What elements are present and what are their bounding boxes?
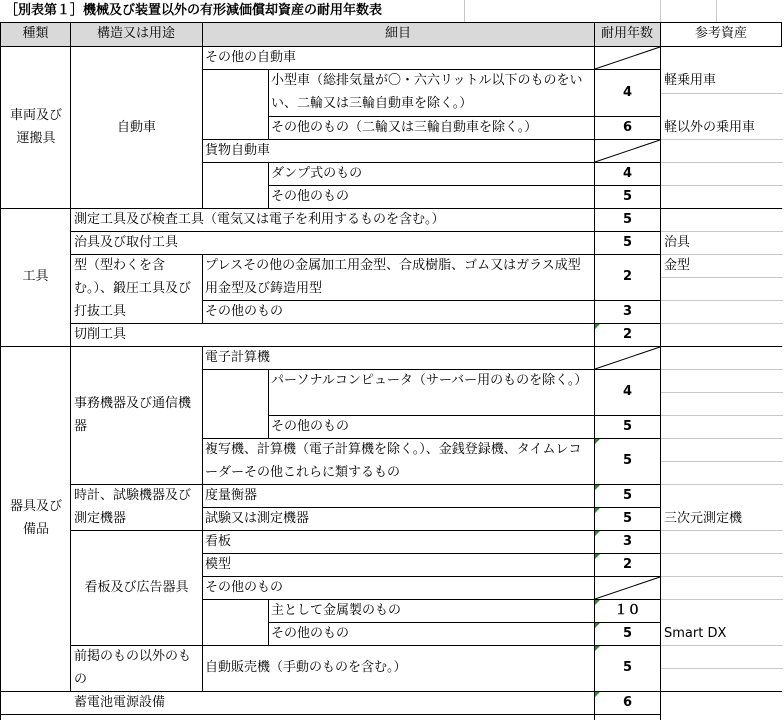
detail-press: プレスその他の金属加工用金型、合成樹脂、ゴム又はガラス成型用金型及び鋳造用型 — [205, 258, 581, 296]
kind-vehicles: 車両及び運搬具 — [9, 108, 62, 146]
years-pc: 4 — [622, 384, 633, 399]
ref-press: 金型 — [664, 258, 691, 273]
detail-test: 試験又は測定機器 — [205, 511, 310, 526]
detail-truck-other: その他のもの — [271, 189, 350, 204]
years-press: 2 — [622, 269, 633, 284]
detail-metal: 主として金属製のもの — [271, 603, 402, 618]
structure-mold: 型（型わくを含む。）、鍛圧工具及び打抜工具 — [74, 258, 192, 319]
years-model: 2 — [622, 557, 633, 572]
detail-small-car: 小型車（総排気量が〇・六六リットル以下のものをいい、二輪又は三輪自動車を除く。） — [271, 73, 583, 111]
detail-computer-other: その他のもの — [271, 419, 350, 434]
detail-signs-other: その他のもの — [205, 580, 284, 595]
detail-computer: 電子計算機 — [205, 350, 271, 365]
years-scale: 5 — [622, 488, 633, 503]
years-other-car: 6 — [622, 120, 633, 135]
detail-truck: 貨物自動車 — [205, 143, 271, 158]
structure-office: 事務機器及び通信機器 — [74, 396, 192, 434]
header-kind: 種類 — [22, 26, 49, 41]
structure-signs: 看板及び広告器具 — [84, 580, 189, 595]
detail-signs-other2: その他のもの — [271, 626, 350, 641]
years-copier: 5 — [622, 453, 633, 468]
header-years: 耐用年数 — [600, 26, 653, 41]
table-title: ［別表第１］機械及び装置以外の有形減価償却資産の耐用年数表 — [5, 3, 383, 18]
years-board: 3 — [622, 534, 633, 549]
years-cutting: 2 — [622, 327, 633, 342]
detail-battery: 蓄電池電源設備 — [74, 695, 166, 710]
years-measure: 5 — [622, 212, 633, 227]
years-signs-other2: 5 — [622, 626, 633, 641]
detail-model: 模型 — [205, 557, 232, 572]
structure-auto: 自動車 — [116, 120, 156, 135]
header-detail: 細目 — [384, 26, 411, 41]
structure-other-listed: 前掲のもの以外のもの — [74, 649, 192, 687]
detail-pc: パーソナルコンピュータ（サーバー用のものを除く。） — [271, 373, 588, 388]
header-ref: 参考資産 — [694, 26, 747, 41]
detail-cutting: 切削工具 — [74, 327, 127, 342]
cell-marker-icon — [595, 439, 600, 444]
cell-marker-icon — [595, 646, 600, 651]
years-vending: 5 — [622, 660, 633, 675]
detail-measure: 測定工具及び検査工具（電気又は電子を利用するものを含む。） — [74, 212, 445, 227]
header-structure: 構造又は用途 — [96, 26, 175, 41]
kind-tools: 工具 — [22, 269, 49, 284]
ref-test: 三次元測定機 — [664, 511, 743, 526]
ref-jig: 治具 — [664, 235, 691, 250]
detail-vending: 自動販売機（手動のものを含む。） — [205, 660, 407, 675]
detail-copier: 複写機、計算機（電子計算機を除く。）、金銭登録機、タイムレコーダーその他これらに類するもの — [205, 442, 582, 480]
ref-other-car: 軽以外の乗用車 — [664, 120, 756, 135]
years-test: 5 — [622, 511, 633, 526]
years-jig: 5 — [622, 235, 633, 250]
detail-other-car: その他のもの（二輪又は三輪自動車を除く。） — [271, 120, 538, 135]
structure-clock: 時計、試験機器及び測定機器 — [74, 488, 192, 526]
years-truck-other: 5 — [622, 189, 633, 204]
years-battery: 6 — [622, 695, 633, 710]
years-dump: 4 — [622, 166, 633, 181]
ref-small-car: 軽乗用車 — [664, 73, 717, 88]
detail-dump: ダンプ式のもの — [271, 166, 363, 181]
years-small-car: 4 — [622, 85, 633, 100]
detail-jig: 治具及び取付工具 — [74, 235, 179, 250]
years-computer-other: 5 — [622, 419, 633, 434]
years-metal: １０ — [614, 603, 641, 618]
ref-signs-other2: Smart DX — [664, 626, 727, 641]
detail-mold-other: その他のもの — [205, 304, 284, 319]
detail-board: 看板 — [205, 534, 232, 549]
years-mold-other: 3 — [622, 304, 633, 319]
detail-scale: 度量衡器 — [205, 488, 258, 503]
detail-other-auto: その他の自動車 — [205, 50, 297, 65]
kind-fixtures: 器具及び備品 — [9, 499, 62, 537]
